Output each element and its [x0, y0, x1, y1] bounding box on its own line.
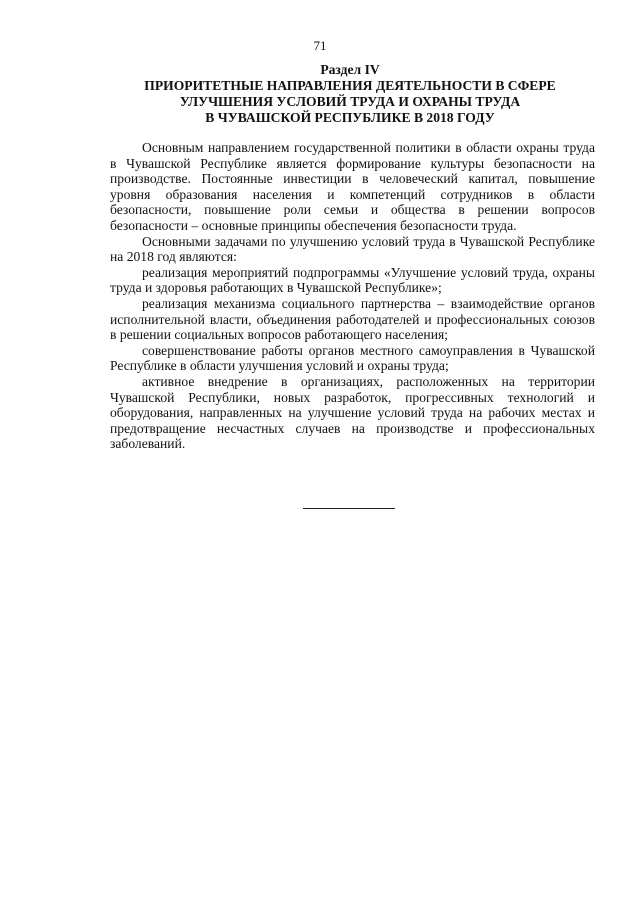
list-item-local-government: совершенствование работы органов местного самоуправления в Чувашской Республике в области улучшения условий и охраны труда; [110, 342, 595, 374]
section-label: Раздел IV [320, 62, 380, 77]
page-number: 71 [313, 38, 327, 53]
section-title-line-1: ПРИОРИТЕТНЫЕ НАПРАВЛЕНИЯ ДЕЯТЕЛЬНОСТИ В СФЕРЕ [144, 78, 556, 93]
paragraph-main-direction: Основным направлением государственной политики в области охраны труда в Чувашской Республике является формирование культуры безопасности на производстве. Постоянные инвестиции в человеческий капитал, повышение уровня образования населения и компетенций сотрудников в области безопасности, повышение роли семьи и общества в решении вопросов безопасности – основные принципы обеспечения безопасности труда. [110, 140, 595, 233]
end-separator-line [303, 508, 395, 509]
section-title-line-2: УЛУЧШЕНИЯ УСЛОВИЙ ТРУДА И ОХРАНЫ ТРУДА [179, 94, 521, 109]
paragraph-tasks-intro: Основными задачами по улучшению условий труда в Чувашской Республике на 2018 год являются: [110, 233, 595, 265]
list-item-social-partnership: реализация механизма социального партнерства – взаимодействие органов исполнительной власти, объединения работодателей и профессиональных союзов в решении социальных вопросов работающего населения; [110, 295, 595, 343]
section-title-line-3: В ЧУВАШСКОЙ РЕСПУБЛИКЕ В 2018 ГОДУ [205, 110, 495, 125]
list-item-new-technologies: активное внедрение в организациях, расположенных на территории Чувашской Республики, новых разработок, прогрессивных технологий и оборудования, направленных на улучшение условий труда на рабочих местах и предотвращение несчастных случаев на производстве и профессиональных заболеваний. [110, 373, 595, 452]
section-body [110, 140, 595, 452]
section-heading [100, 62, 600, 126]
list-item-subprogram: реализация мероприятий подпрограммы «Улучшение условий труда, охраны труда и здоровья работающих в Чувашской Республике»; [110, 264, 595, 296]
